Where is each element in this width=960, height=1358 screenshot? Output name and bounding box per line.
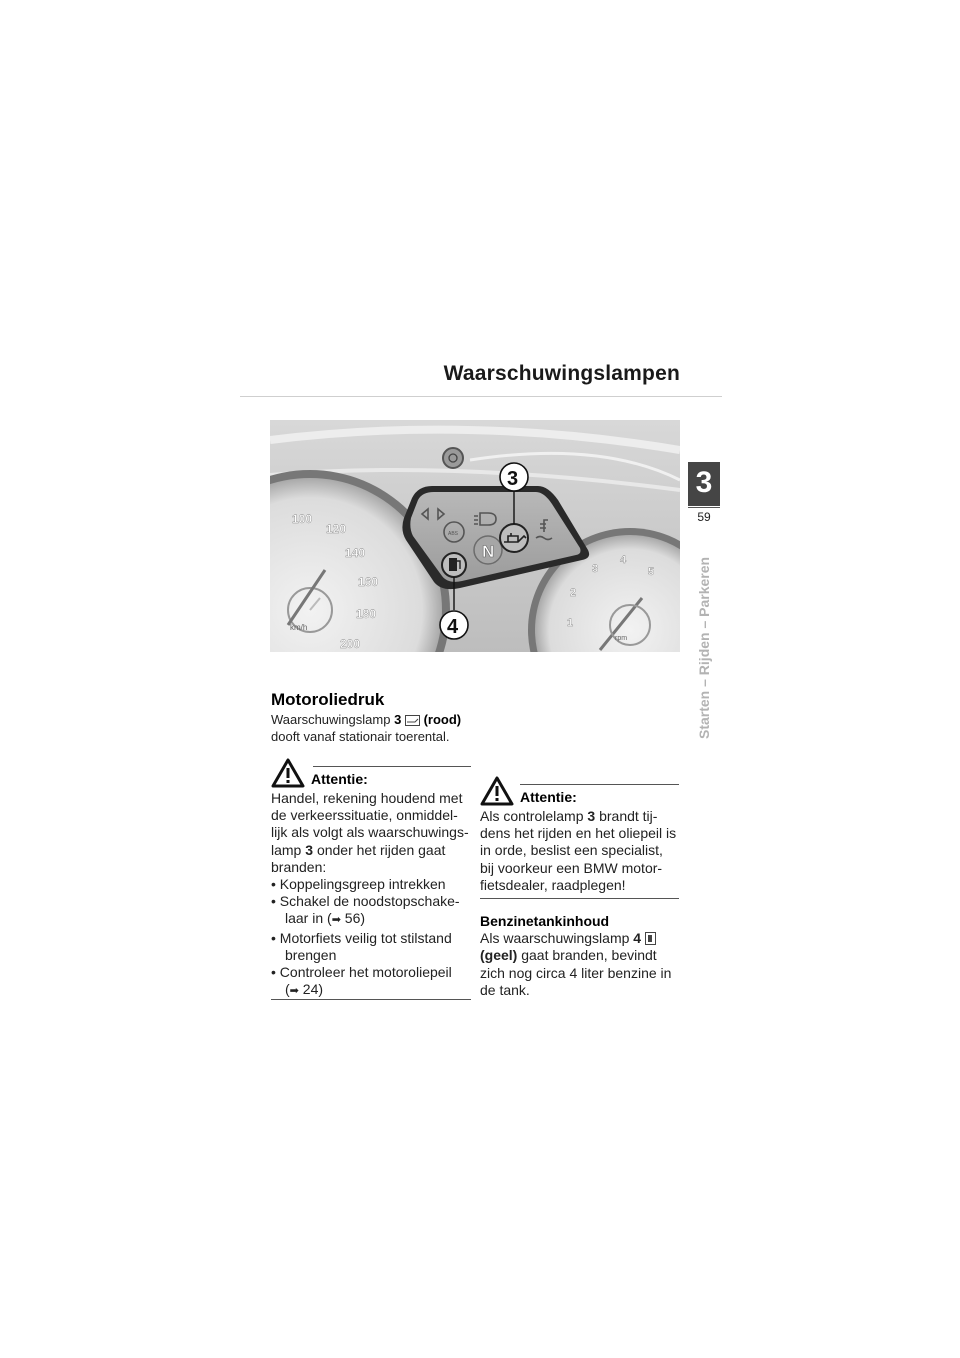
bullet2-line2: laar in ( bbox=[285, 910, 332, 927]
speed-tick-160: 160 bbox=[358, 575, 379, 589]
abs-label: ABS bbox=[448, 531, 459, 537]
warning-left-lamp-suffix: onder het rijden gaat bbox=[316, 841, 446, 858]
rpm-tick-2: 2 bbox=[570, 587, 577, 599]
warning-right-line-5: fietsdealer, raadplegen! bbox=[480, 876, 626, 893]
warning-triangle-icon bbox=[480, 776, 514, 806]
warning-right-bottom-rule bbox=[480, 898, 679, 899]
page-ref-24[interactable]: 24) bbox=[302, 981, 324, 998]
warning-left-line-4 bbox=[271, 842, 476, 859]
bullet4-line1: • Controleer het motoroliepeil bbox=[271, 964, 452, 981]
page-title: Waarschuwingslampen bbox=[443, 362, 680, 385]
chapter-side-title: Starten – Rijden – Parkeren bbox=[696, 556, 712, 739]
rpm-tick-1: 1 bbox=[567, 617, 574, 629]
oil-pressure-icon bbox=[405, 715, 420, 726]
speed-tick-100: 100 bbox=[292, 512, 313, 526]
motoroliedruk-text bbox=[271, 711, 481, 745]
instrument-cluster-figure bbox=[270, 420, 680, 652]
bullet3-line2: brengen bbox=[285, 946, 337, 963]
bullet-stilstand bbox=[271, 930, 476, 964]
warning-left-line-5: branden: bbox=[271, 858, 327, 875]
benzine-line-1 bbox=[480, 930, 685, 947]
speed-tick-120: 120 bbox=[326, 522, 347, 536]
benzine-lamp-number: 4 bbox=[633, 930, 642, 947]
warning-left-lamp-number: 3 bbox=[305, 841, 314, 858]
motoroliedruk-lamp-prefix: Waarschuwingslamp bbox=[271, 712, 391, 727]
title-divider bbox=[240, 396, 722, 397]
warning-right-label: Attentie: bbox=[520, 788, 577, 805]
page-ref-arrow-icon: ➡ bbox=[289, 985, 299, 998]
bullet-motoroliepeil bbox=[271, 964, 476, 1000]
warning-right-prefix: Als controlelamp bbox=[480, 808, 584, 824]
benzine-line-3: zich nog circa 4 liter benzine in bbox=[480, 964, 672, 981]
warning-left-label: Attentie: bbox=[311, 770, 368, 787]
warning-left-line-2: de verkeerssituatie, onmiddel- bbox=[271, 807, 458, 824]
speed-tick-180: 180 bbox=[356, 607, 377, 621]
motoroliedruk-lamp-number: 3 bbox=[394, 712, 402, 727]
warning-right-line-1 bbox=[480, 808, 690, 825]
bullet-noodstopschakelaar bbox=[271, 893, 476, 929]
warning-right-suffix: brandt tij- bbox=[599, 808, 658, 824]
warning-right bbox=[480, 782, 690, 894]
bullet3-line1: • Motorfiets veilig tot stilstand bbox=[271, 929, 452, 946]
warning-left-line-3: lijk als volgt als waarschuwings- bbox=[271, 824, 469, 841]
bullet4-line2: ( bbox=[285, 981, 290, 998]
fuel-pump-icon bbox=[449, 558, 457, 571]
neutral-indicator: N bbox=[482, 542, 495, 561]
benzine-color: (geel) bbox=[480, 947, 518, 964]
bullet2-line1: • Schakel de noodstopschake- bbox=[271, 893, 460, 910]
page-number: 59 bbox=[697, 510, 711, 524]
benzine-line-2 bbox=[480, 947, 685, 964]
speed-tick-200: 200 bbox=[340, 637, 361, 651]
rpm-tick-5: 5 bbox=[648, 566, 655, 578]
section-heading-motoroliedruk: Motoroliedruk bbox=[271, 690, 385, 709]
warning-right-line-2: dens het rijden en het oliepeil is bbox=[480, 825, 677, 842]
callout-3: 3 bbox=[507, 468, 519, 490]
warning-triangle-icon bbox=[271, 758, 305, 788]
section-heading-benzinetankinhoud: Benzinetankinhoud bbox=[480, 913, 610, 929]
rpm-tick-3: 3 bbox=[592, 563, 599, 575]
warning-right-line-4: bij voorkeur een BMW motor- bbox=[480, 859, 663, 876]
warning-left bbox=[271, 764, 476, 1000]
rpm-tick-4: 4 bbox=[620, 554, 627, 566]
warning-left-line-1: Handel, rekening houdend met bbox=[271, 790, 463, 806]
warning-left-bottom-rule bbox=[271, 999, 471, 1000]
speed-unit: km/h bbox=[290, 623, 308, 632]
benzine-prefix: Als waarschuwingslamp bbox=[480, 930, 630, 947]
warning-right-lamp-number: 3 bbox=[587, 808, 596, 824]
chapter-divider bbox=[688, 507, 720, 508]
benzine-section bbox=[480, 913, 685, 999]
rpm-unit: rpm bbox=[615, 635, 628, 642]
fuel-pump-icon bbox=[645, 932, 656, 945]
page-ref-56[interactable]: 56) bbox=[344, 910, 366, 927]
warning-left-lamp-prefix: lamp bbox=[271, 841, 302, 858]
chapter-number: 3 bbox=[695, 466, 713, 499]
speed-tick-140: 140 bbox=[345, 546, 366, 560]
motoroliedruk-line2: dooft vanaf stationair toerental. bbox=[271, 729, 450, 744]
bullet-koppelingsgreep: • Koppelingsgreep intrekken bbox=[271, 876, 446, 893]
motoroliedruk-color: (rood) bbox=[423, 712, 462, 727]
benzine-line2-rest: gaat branden, bevindt bbox=[521, 947, 657, 964]
reset-knob bbox=[443, 448, 463, 468]
warning-right-line-3: in orde, beslist een specialist, bbox=[480, 842, 663, 859]
callout-4: 4 bbox=[447, 616, 459, 638]
page-ref-arrow-icon: ➡ bbox=[331, 914, 341, 927]
benzine-line-4: de tank. bbox=[480, 981, 530, 998]
